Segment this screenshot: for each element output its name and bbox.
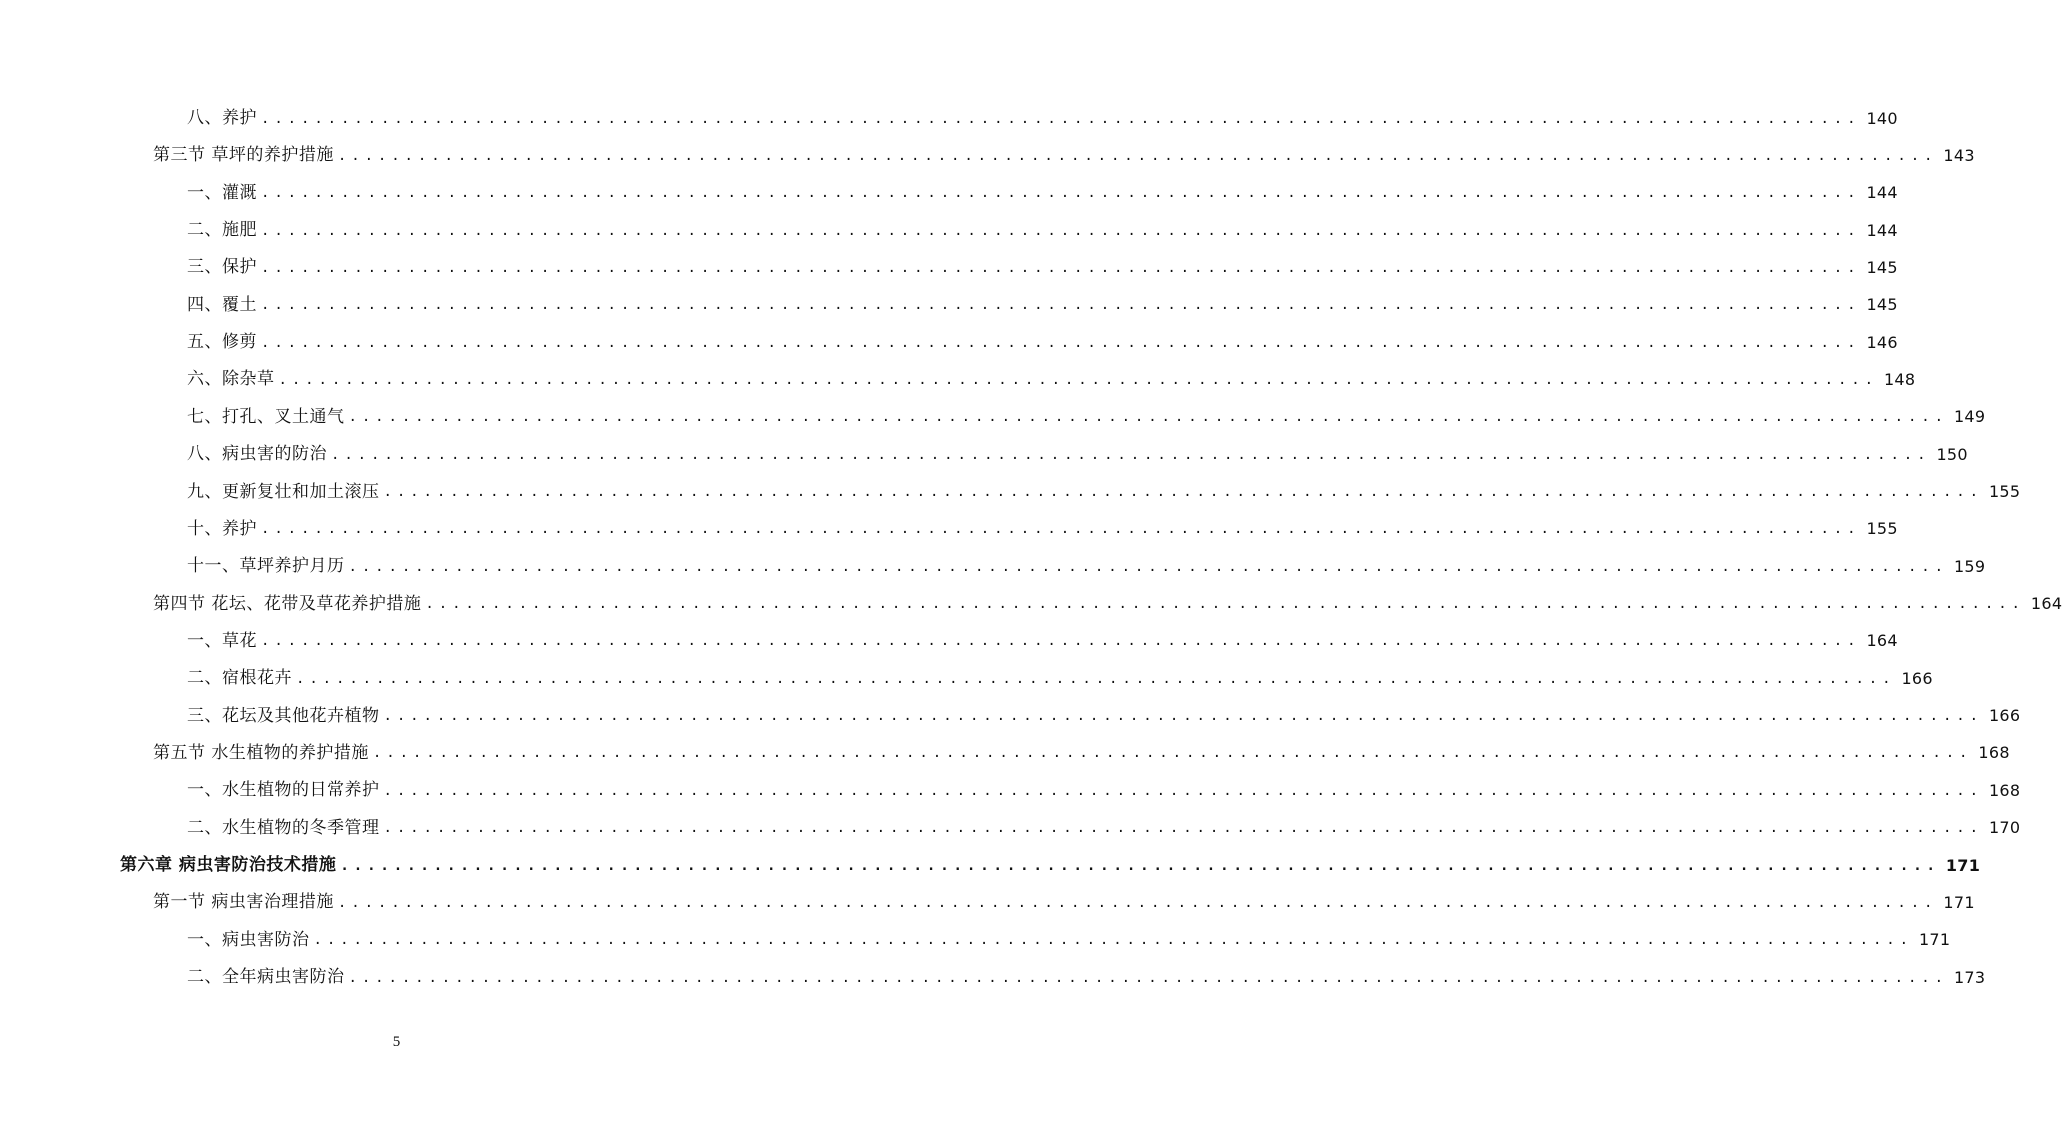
toc-entry-item[interactable] [187,623,1898,660]
toc-entry-page-number: 166 [1901,668,1933,688]
toc-entry-item[interactable] [187,212,1898,249]
dot-leader: ........................................................................................................................ [296,670,1896,687]
toc-entry-title: 十一、草坪养护月历 [187,556,345,577]
toc-entry-page-number: 143 [1943,145,1975,165]
toc-entry-title: 第六章 病虫害防治技术措施 [120,855,337,875]
toc-entry-title: 一、草花 [187,630,257,651]
dot-leader: ........................................................................................................................ [261,297,1861,314]
toc-entry-page-number: 144 [1866,183,1898,203]
toc-entry-item[interactable] [187,361,1916,398]
toc-entry-title: 二、施肥 [187,220,257,241]
dot-leader: ........................................................................................................................ [331,446,1931,463]
toc-entry-page-number: 171 [1943,892,1975,912]
dot-leader: ........................................................................................................................ [348,969,1948,986]
toc-entry-title: 二、宿根花卉 [187,668,292,689]
toc-entry-item[interactable] [187,698,2021,735]
toc-entry-item[interactable] [187,399,1986,436]
dot-leader: ........................................................................................................................ [337,894,1938,911]
toc-entry-item[interactable] [187,100,1898,137]
toc-entry-title: 九、更新复壮和加土滚压 [187,481,380,502]
dot-leader: ........................................................................................................................ [278,371,1878,388]
toc-entry-page-number: 164 [2030,594,2062,614]
toc-entry-title: 二、水生植物的冬季管理 [187,817,380,838]
dot-leader: ........................................................................................................................ [383,782,1983,799]
dot-leader: ........................................................................................................................ [383,820,1983,837]
toc-entry-item[interactable] [187,287,1898,324]
dot-leader: ........................................................................................................................ [348,558,1948,575]
toc-entry-title: 五、修剪 [187,332,257,353]
toc-entry-title: 一、灌溉 [187,182,257,203]
toc-entry-item[interactable] [187,660,1933,697]
toc-entry-title: 一、病虫害防治 [187,929,310,950]
toc-entry-title: 六、除杂草 [187,369,275,390]
toc-entry-page-number: 140 [1866,108,1898,128]
toc-entry-page-number: 171 [1918,930,1951,950]
toc-entry-item[interactable] [187,324,1898,361]
toc-entry-section[interactable] [153,137,1975,174]
toc-entry-item[interactable] [187,474,2021,511]
toc-entry-page-number: 155 [1866,519,1898,539]
toc-entry-section[interactable] [153,735,2010,772]
dot-leader: ........................................................................................................................ [348,409,1948,426]
dot-leader: ........................................................................................................................ [383,484,1983,500]
toc-entry-title: 七、打孔、叉土通气 [187,406,345,427]
toc-entry-page-number: 171 [1945,855,1981,875]
dot-leader: ........................................................................................................................ [337,147,1938,164]
dot-leader: ........................................................................................................................ [261,110,1861,127]
toc-entry-title: 第一节 病虫害治理措施 [153,892,334,913]
toc-entry-page-number: 146 [1866,332,1898,352]
dot-leader: ........................................................................................................................ [261,185,1861,202]
toc-entry-page-number: 170 [1988,818,2021,838]
toc-entry-title: 第四节 花坛、花带及草花养护措施 [153,593,422,614]
dot-leader: ........................................................................................................................ [383,708,1983,725]
toc-entry-item[interactable] [187,772,2021,809]
toc-entry-page-number: 145 [1866,257,1898,277]
toc-entry-page-number: 164 [1866,631,1898,651]
toc-entry-page-number: 145 [1866,295,1898,315]
dot-leader: ........................................................................................................................ [340,857,1940,874]
page-number: 5 [392,1034,401,1050]
toc-entry-title: 十、养护 [187,518,257,539]
toc-entry-page-number: 173 [1953,967,1986,987]
toc-entry-title: 三、花坛及其他花卉植物 [187,705,380,726]
toc-entry-title: 第三节 草坪的养护措施 [153,145,334,166]
dot-leader: ........................................................................................................................ [425,596,2025,613]
toc-entry-title: 第五节 水生植物的养护措施 [153,742,369,763]
toc-entry-page-number: 168 [1988,780,2021,800]
toc-entry-section[interactable] [153,884,1975,921]
toc-entry-page-number: 148 [1883,369,1916,389]
toc-entry-item[interactable] [187,959,1986,996]
dot-leader: ........................................................................................................................ [372,745,1973,762]
toc-entry-item[interactable] [187,175,1898,212]
toc-entry-page-number: 159 [1953,556,1986,576]
dot-leader: ........................................................................................................................ [261,259,1861,276]
toc-entry-chapter[interactable] [120,847,1981,884]
dot-leader: ........................................................................................................................ [261,334,1861,351]
toc-entry-title: 三、保护 [187,257,257,278]
toc-entry-page-number: 149 [1953,407,1986,427]
toc-entry-item[interactable] [187,922,1951,959]
toc-entry-page-number: 150 [1936,444,1968,464]
toc-entry-title: 八、病虫害的防治 [187,444,327,465]
dot-leader: ........................................................................................................................ [261,633,1861,650]
dot-leader: ........................................................................................................................ [261,222,1861,239]
toc-entry-page-number: 166 [1988,706,2021,726]
toc-entry-item[interactable] [187,810,2021,847]
toc-entry-page-number: 144 [1866,220,1898,240]
toc-entry-title: 八、养护 [187,108,257,128]
dot-leader: ........................................................................................................................ [261,521,1861,538]
toc-entry-item[interactable] [187,511,1898,548]
toc-entry-section[interactable] [153,586,2062,623]
toc-entry-page-number: 168 [1978,743,2010,763]
toc-entry-item[interactable] [187,548,1986,585]
toc-entry-item[interactable] [187,249,1898,286]
toc-entry-item[interactable] [187,436,1968,473]
toc-entry-title: 二、全年病虫害防治 [187,967,345,988]
toc-entry-title: 一、水生植物的日常养护 [187,780,380,801]
toc-entry-title: 四、覆土 [187,294,257,315]
dot-leader: ........................................................................................................................ [313,932,1913,949]
toc-entry-page-number: 155 [1988,482,2021,501]
